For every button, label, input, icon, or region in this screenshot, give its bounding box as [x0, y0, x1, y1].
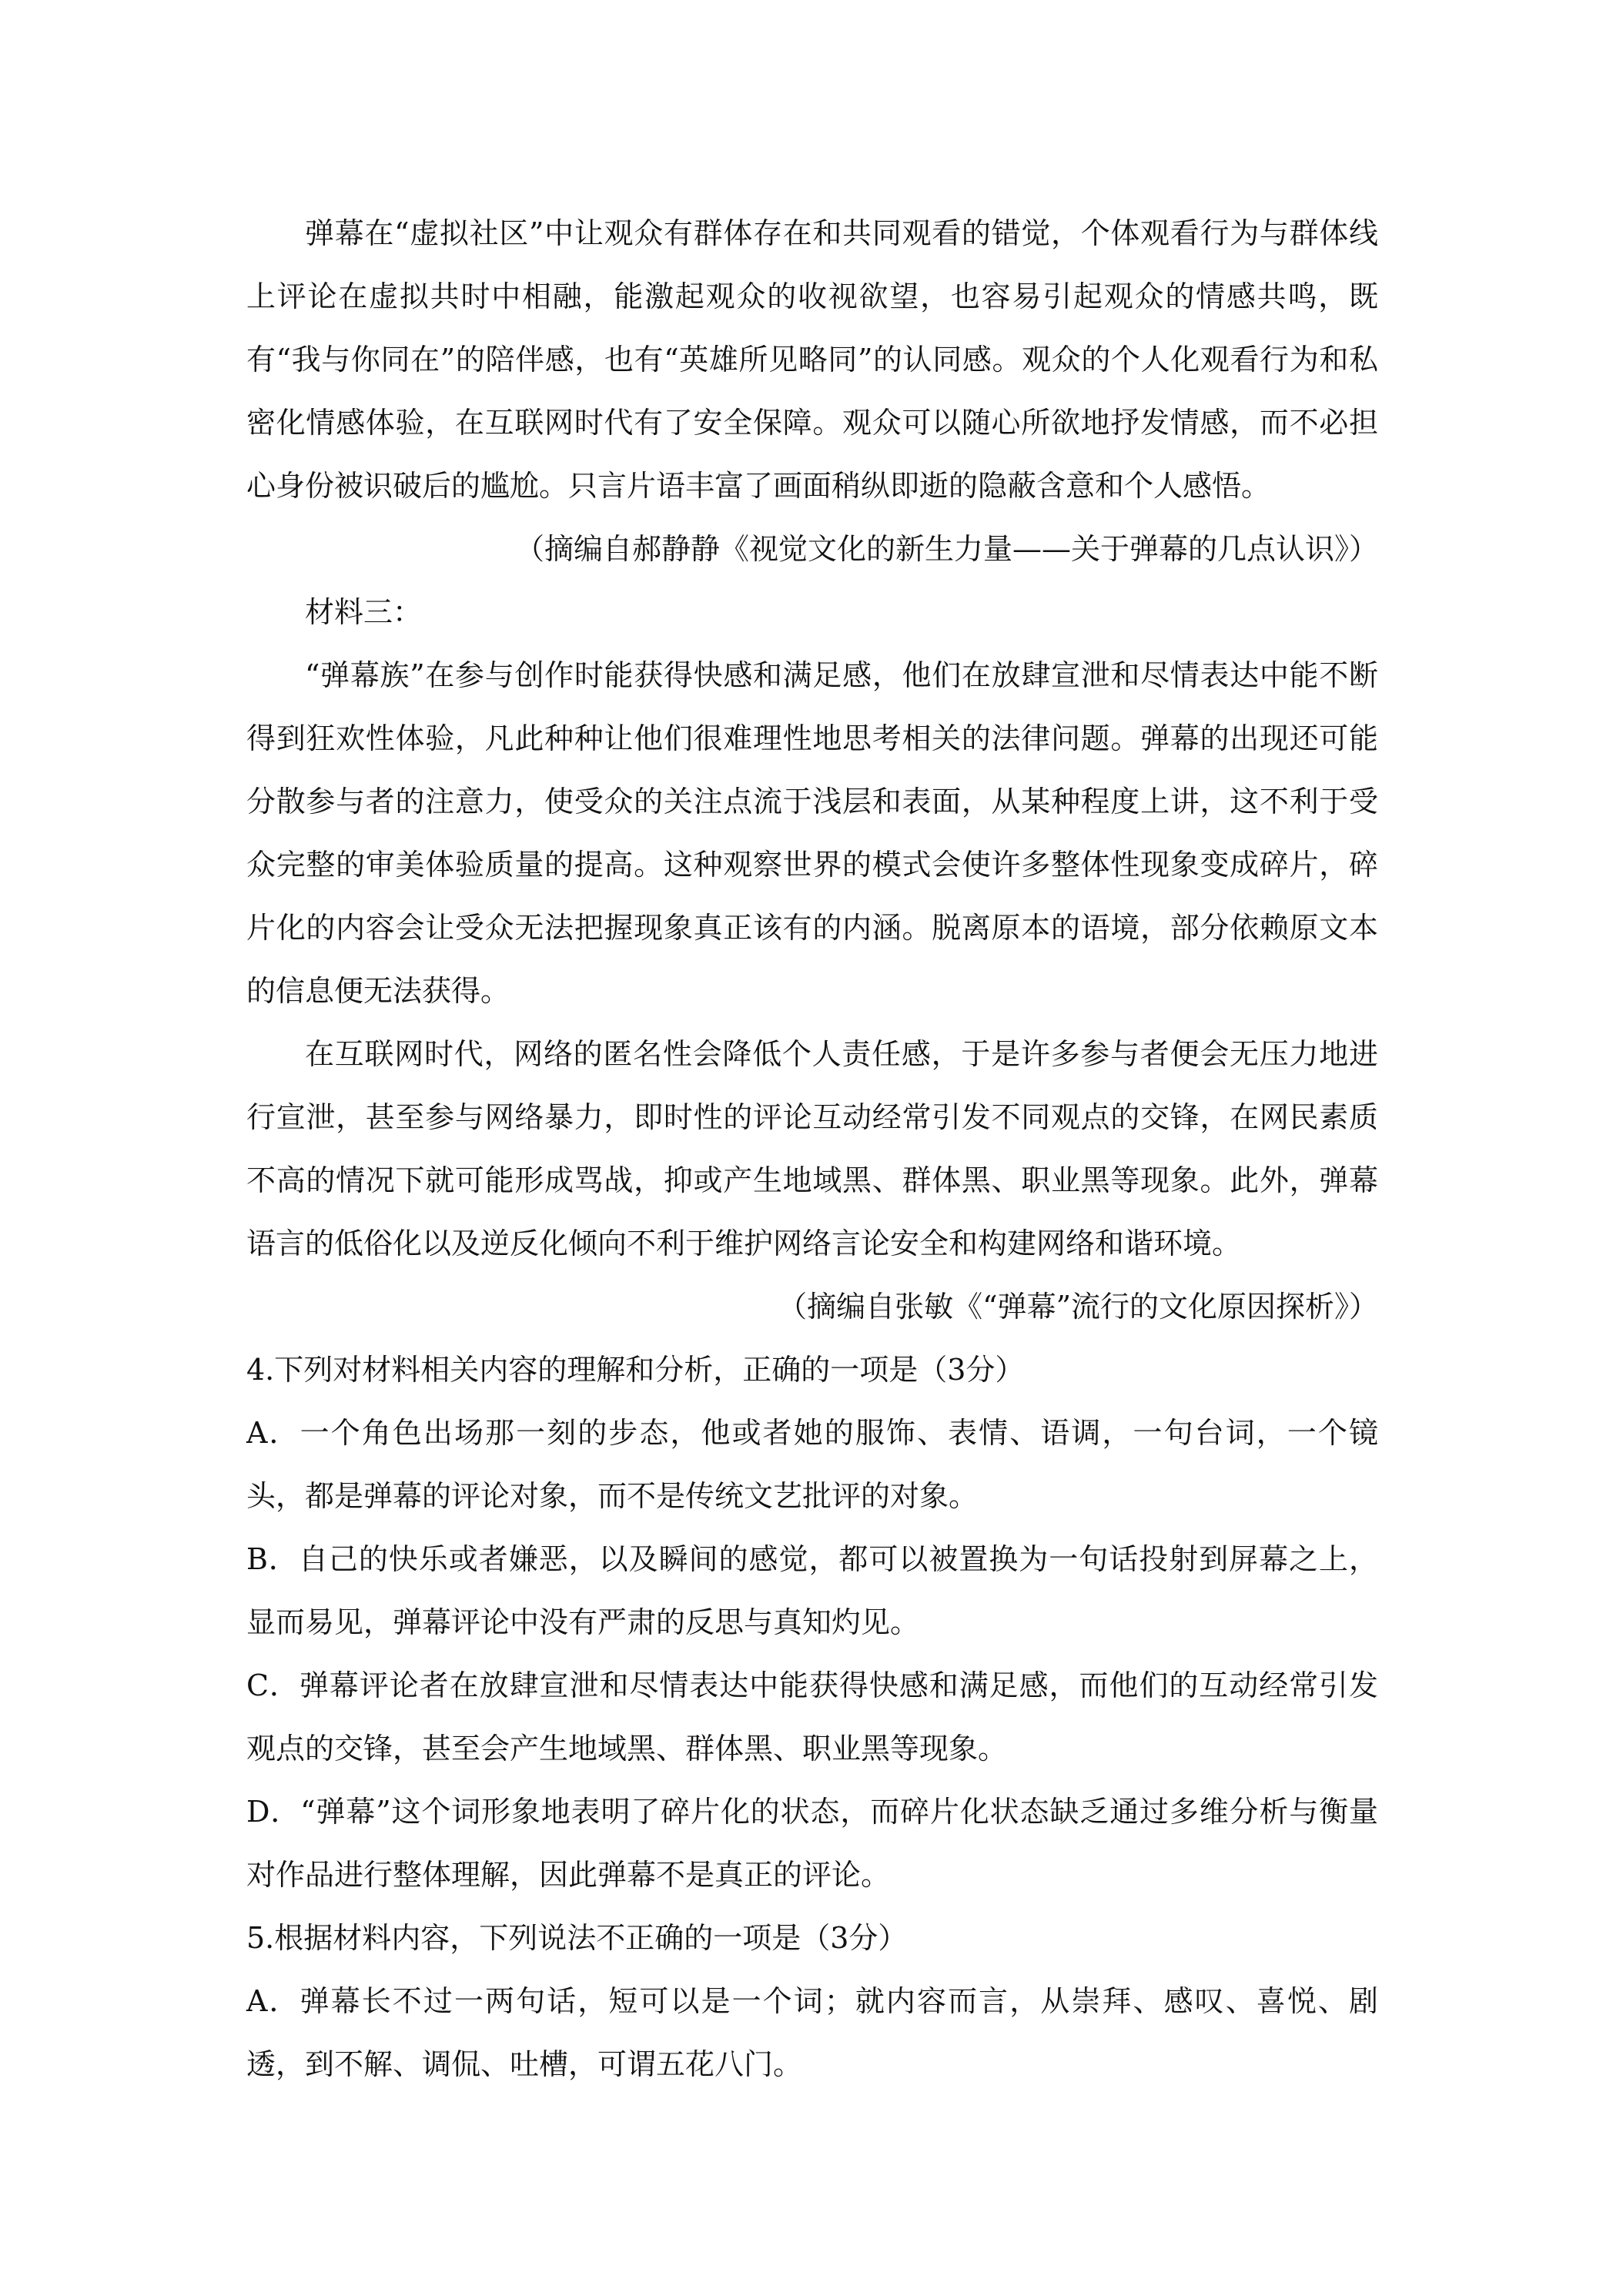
question-5-stem: 5.根据材料内容，下列说法不正确的一项是（3分）	[246, 1921, 908, 1955]
material-three-paragraph-1: “弹幕族”在参与创作时能获得快感和满足感，他们在放肆宣泄和尽情表达中能不断得到狂欢性体验，凡此种种让他们很难理性地思考相关的法律问题。弹幕的出现还可能分散参与者的注意力，使受众的关注点流于浅层和表面，从某种程度上讲，这不利于受众完整的审美体验质量的提高。这种观察世界的模式会使许多整体性现象变成碎片，碎片化的内容会让受众无法把握现象真正该有的内涵。脱离原本的语境，部分依赖原文本的信息便无法获得。	[246, 658, 1378, 1008]
question-5-option-a: A．弹幕长不过一两句话，短可以是一个词；就内容而言，从崇拜、感叹、喜悦、剧透，到不解、调侃、吐槽，可谓五花八门。	[246, 1984, 1378, 2081]
question-4-option-c: C．弹幕评论者在放肆宣泄和尽情表达中能获得快感和满足感，而他们的互动经常引发观点的交锋，甚至会产生地域黑、群体黑、职业黑等现象。	[246, 1668, 1378, 1766]
question-4-option-a: A．一个角色出场那一刻的步态，他或者她的服饰、表情、语调，一句台词，一个镜头，都是弹幕的评论对象，而不是传统文艺批评的对象。	[246, 1416, 1378, 1513]
question-4-option-b: B．自己的快乐或者嫌恶，以及瞬间的感觉，都可以被置换为一句话投射到屏幕之上，显而易见，弹幕评论中没有严肃的反思与真知灼见。	[246, 1542, 1378, 1639]
exam-page	[246, 202, 1378, 2096]
material-two-source: （摘编自郝静静《视觉文化的新生力量——关于弹幕的几点认识》）	[514, 532, 1378, 566]
question-4-option-d: D．“弹幕”这个词形象地表明了碎片化的状态，而碎片化状态缺乏通过多维分析与衡量对作品进行整体理解，因此弹幕不是真正的评论。	[246, 1795, 1378, 1892]
material-three-heading: 材料三：	[305, 595, 423, 629]
material-three-paragraph-2: 在互联网时代，网络的匿名性会降低个人责任感，于是许多参与者便会无压力地进行宣泄，甚至参与网络暴力，即时性的评论互动经常引发不同观点的交锋，在网民素质不高的情况下就可能形成骂战，抑或产生地域黑、群体黑、职业黑等现象。此外，弹幕语言的低俗化以及逆反化倾向不利于维护网络言论安全和构建网络和谐环境。	[246, 1037, 1378, 1260]
question-4-stem: 4.下列对材料相关内容的理解和分析，正确的一项是（3分）	[246, 1353, 1025, 1387]
material-two-paragraph: 弹幕在“虚拟社区”中让观众有群体存在和共同观看的错觉，个体观看行为与群体线上评论在虚拟共时中相融，能激起观众的收视欲望，也容易引起观众的情感共鸣，既有“我与你同在”的陪伴感，也有“英雄所见略同”的认同感。观众的个人化观看行为和私密化情感体验，在互联网时代有了安全保障。观众可以随心所欲地抒发情感，而不必担心身份被识破后的尴尬。只言片语丰富了画面稍纵即逝的隐蔽含意和个人感悟。	[246, 216, 1378, 503]
material-three-source: （摘编自张敏《“弹幕”流行的文化原因探析》）	[778, 1290, 1378, 1324]
